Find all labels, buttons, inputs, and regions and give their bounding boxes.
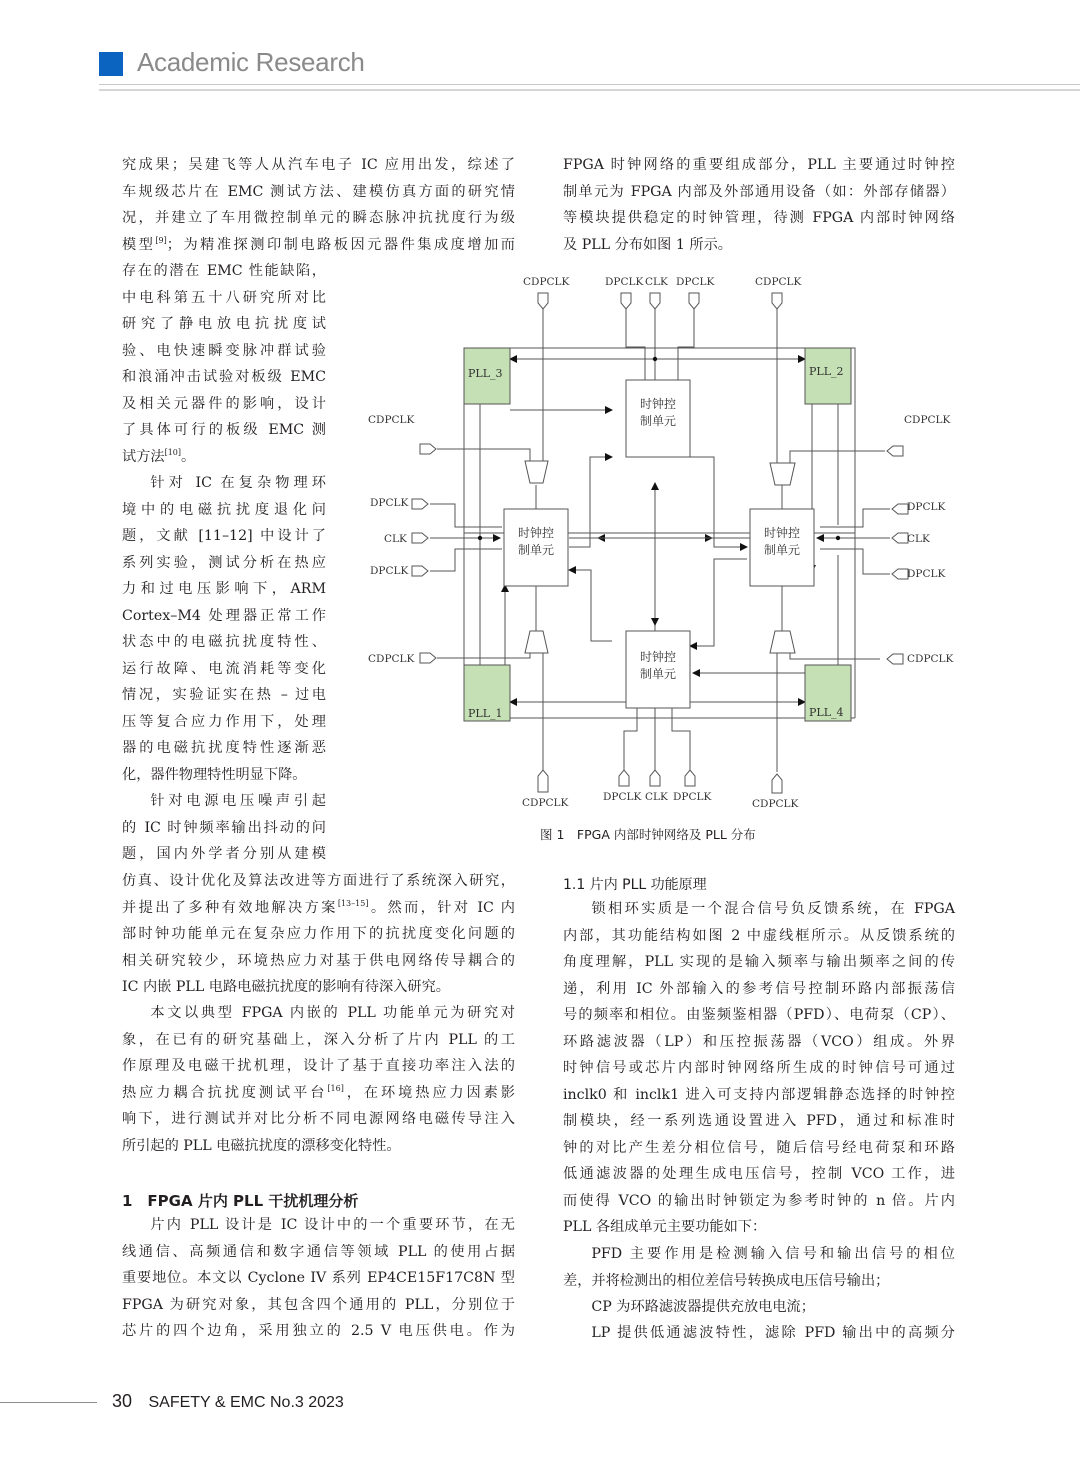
text-line: 响下，进行测试并对比分析不同电源网络电磁传导注入 [122,1111,515,1127]
pin-right-cdpclk-bottom [887,654,903,664]
ctrl-right-label-2: 制单元 [763,543,801,557]
page-number: 30 [112,1391,133,1411]
text-line: 及相关元器件的影响，设计 [122,395,326,412]
ctrl-left-label-1: 时钟控 [517,526,555,540]
ctrl-top-label-1: 时钟控 [639,397,677,411]
footer [112,1391,344,1412]
text-line: 重要地位。本文以 Cyclone IV 系列 EP4CE15F17C8N 型 [122,1270,515,1286]
pin-label: CLK [645,276,668,288]
mux-top-right [770,463,795,485]
text-line: 题，国内外学者分别从建模 [122,846,326,862]
pin-label: CDPCLK [368,414,415,426]
text-line: 况，并建立了车用微控制单元的瞬态脉冲抗扰度行为级 [122,210,515,226]
pll-3-label: PLL_3 [468,367,503,380]
pin-right-clk [892,533,908,543]
text-line: 境中的电磁抗扰度退化问 [122,501,326,518]
left-para-5 [122,1212,515,1345]
pin-label: CDPCLK [755,276,802,288]
text-line: 相关研究较少，环境热应力对基于供电网络传导耦合的 [122,952,515,969]
mux-top-left [525,461,548,483]
text-line: 车规级芯片在 EMC 测试方法、建模仿真方面的研究情 [122,183,515,200]
pll-2-label: PLL_2 [809,365,844,378]
pin-left-dpclk-top [412,499,428,509]
text-line: FPGA 为研究对象，其包含四个通用的 PLL，分别位于 [122,1296,515,1313]
left-para-2 [122,470,326,788]
pll-1-label: PLL_1 [468,707,503,720]
text-line: PLL 各组成单元主要功能如下： [563,1219,767,1235]
text-line: 热应力耦合抗扰度测试平台[16]，在环境热应力因素影 [122,1083,515,1101]
pin-top-cdpclk-right [772,293,782,309]
pin-right-dpclk-top [892,504,908,514]
text-line: 本文以典型 FPGA 内嵌的 PLL 功能单元为研究对 [150,1005,515,1021]
text-line: CP 为环路滤波器提供充放电电流； [591,1299,815,1315]
ctrl-top-label-2: 制单元 [639,414,677,428]
pin-label: CDPCLK [523,276,570,288]
text-line: 内部，其功能结构如图 2 中虚线框所示。从反馈系统的 [563,927,955,944]
text-line: inclk0 和 inclk1 进入可支持内部逻辑静态选择的时钟控 [563,1086,955,1103]
text-line: 压等复合应力作用下，处理 [122,713,326,730]
text-line: 锁相环实质是一个混合信号负反馈系统，在 FPGA [591,901,955,917]
pin-label: CDPCLK [522,797,569,809]
left-para-3-narrow [122,788,326,868]
text-line: 所引起的 PLL 电磁抗扰度的漂移变化特性。 [122,1137,401,1154]
journal-name: SAFETY & EMC No.3 2023 [148,1394,344,1411]
right-para-1 [563,152,955,258]
section-heading-1: 1 FPGA 片内 PLL 干扰机理分析 [122,1192,359,1210]
text-line: 仿真、设计优化及算法改进等方面进行了系统深入研究， [122,873,515,889]
pin-left-cdpclk-top [420,444,436,454]
pin-bottom-dpclk-2 [685,770,695,786]
text-line: 部时钟功能单元在复杂应力作用下的抗扰度变化问题的 [122,926,515,942]
text-line: 力和过电压影响下，ARM [122,581,326,597]
pin-left-clk [412,533,428,543]
pin-bottom-cdpclk-left [538,770,548,792]
pin-label: DPCLK [673,791,712,803]
text-line: 片内 PLL 设计是 IC 设计中的一个重要环节，在无 [150,1217,515,1233]
pin-label: CLK [907,533,930,545]
text-line: 的 IC 时钟频率输出抖动的问 [122,819,326,836]
text-line: 运行故障、电流消耗等变化 [122,660,326,677]
text-line: 验、电快速瞬变脉冲群试验 [122,342,326,359]
text-line: 针对电源电压噪声引起 [150,793,326,809]
pin-label: DPCLK [907,501,946,513]
mux-bottom-right [770,631,795,653]
text-line: 环路滤波器（LP）和压控振荡器（VCO）组成。外界 [563,1033,955,1050]
text-line: 系列实验，测试分析在热应 [122,554,326,571]
text-line: 中电科第五十八研究所对比 [122,289,326,306]
left-para-1-narrow [122,258,326,470]
text-line: 差，并将检测出的相位差信号转换成电压信号输出； [563,1272,890,1289]
ctrl-right-label-1: 时钟控 [763,526,801,540]
text-line: 低通滤波器的处理生成电压信号，控制 VCO 工作，进 [563,1166,955,1182]
ctrl-left-label-2: 制单元 [517,543,555,557]
pin-top-cdpclk-left [538,293,548,309]
text-line: 芯片的四个边角，采用独立的 2.5 V 电压供电。作为 [122,1323,515,1339]
ctrl-bottom-label-1: 时钟控 [639,650,677,664]
section-heading-1-1: 1.1 片内 PLL 功能原理 [563,877,707,893]
section-marker-square [99,52,123,76]
text-line: 存在的潜在 EMC 性能缺陷， [122,263,326,279]
pin-label: DPCLK [605,276,644,288]
pin-label: CLK [645,791,668,803]
mux-bottom-left [525,631,548,653]
pin-bottom-cdpclk-right [772,774,782,793]
text-line: FPGA 时钟网络的重要组成部分，PLL 主要通过时钟控 [563,157,955,173]
right-para-4 [563,1294,955,1321]
footer-rule [0,1402,97,1403]
text-line: 并提出了多种有效地解决方案[13–15]。然而，针对 IC 内 [122,898,515,916]
pll-4-label: PLL_4 [809,706,844,719]
text-line: IC 内嵌 PLL 电路电磁抗扰度的影响有待深入研究。 [122,979,450,995]
text-line: 试方法[10]。 [122,447,196,465]
text-line: 作原理及电磁干扰机理，设计了基于直接功率注入法的 [122,1058,515,1074]
pin-label: CDPCLK [368,653,415,665]
text-line: 等模块提供稳定的时钟管理，待测 FPGA 内部时钟网络 [563,210,955,226]
right-para-2 [563,896,955,1241]
text-line: 器的电磁抗扰度特性逐渐恶 [122,740,326,756]
section-title: Academic Research [137,47,365,77]
text-line: 和浪涌冲击试验对板级 EMC [122,369,326,385]
pin-top-clk [650,293,660,309]
pin-left-dpclk-bottom [412,566,428,576]
pin-label: DPCLK [603,791,642,803]
text-line: 时钟信号或芯片内部时钟网络所生成的时钟信号可通过 [563,1060,955,1076]
pin-right-cdpclk-top [887,446,903,456]
text-line: 情况，实验证实在热 – 过电 [122,687,326,703]
pin-top-dpclk-1 [621,293,631,309]
pin-bottom-dpclk-1 [619,770,629,786]
text-line: 制单元为 FPGA 内部及外部通用设备（如：外部存储器） [563,183,955,200]
pin-label: CDPCLK [752,798,799,810]
text-line: 究成果；吴建飞等人从汽车电子 IC 应用出发，综述了 [122,157,515,173]
figure-caption: 图 1 FPGA 内部时钟网络及 PLL 分布 [540,827,756,842]
pin-label: DPCLK [907,568,946,580]
text-line: 递，利用 IC 外部输入的参考信号控制环路内部振荡信 [563,980,955,997]
pin-label: CDPCLK [907,653,954,665]
text-line: 状态中的电磁抗扰度特性、 [122,634,326,650]
pin-label: CDPCLK [904,414,951,426]
pin-label: DPCLK [370,565,409,577]
text-line: 钟的对比产生差分相位信号，随后信号经电荷泵和环路 [563,1139,955,1156]
left-para-4 [122,1000,515,1159]
pin-label: DPCLK [676,276,715,288]
text-line: 及 PLL 分布如图 1 所示。 [563,236,732,253]
right-para-5 [563,1320,955,1347]
pin-label: CLK [384,533,407,545]
text-line: 化，器件物理特性明显下降。 [122,766,307,783]
text-line: 角度理解，PLL 实现的是输入频率与输出频率之间的传 [563,954,955,970]
left-para-1 [122,152,515,258]
text-line: Cortex–M4 处理器正常工作 [122,607,326,624]
text-line: 象，在已有的研究基础上，深入分析了片内 PLL 的工 [122,1031,515,1048]
text-line: 而使得 VCO 的输出时钟锁定为参考时钟的 n 倍。片内 [563,1192,955,1209]
pin-right-dpclk-bottom [892,569,908,579]
text-line: 针对 IC 在复杂物理环 [150,475,326,491]
text-line: LP 提供低通滤波特性，滤除 PFD 输出中的高频分 [591,1325,955,1341]
pin-top-dpclk-2 [689,293,699,309]
text-line: 研究了静电放电抗扰度试 [122,316,326,332]
text-line: 制模块，经一系列选通设置进入 PFD，通过和标准时 [563,1113,955,1129]
pin-bottom-clk [650,770,660,786]
left-para-3-wide [122,868,515,1001]
header-rule [99,84,1080,85]
text-line: 题，文献 [11–12] 中设计了 [122,528,326,544]
text-line: 了具体可行的板级 EMC 测 [122,422,326,438]
header-rule [99,89,1080,91]
right-para-3 [563,1241,955,1294]
ctrl-bottom-label-2: 制单元 [639,667,677,681]
pin-left-cdpclk-bottom [420,653,436,663]
text-line: PFD 主要作用是检测输入信号和输出信号的相位 [591,1246,955,1262]
text-line: 模型[9]；为精准探测印制电路板因元器件集成度增加而 [122,235,515,253]
clock-network-diagram [350,265,970,815]
pin-label: DPCLK [370,497,409,509]
text-line: 号的频率和相位。由鉴频鉴相器（PFD）、电荷泵（CP）、 [563,1007,955,1023]
text-line: 线通信、高频通信和数字通信等领域 PLL 的使用占据 [122,1243,515,1260]
